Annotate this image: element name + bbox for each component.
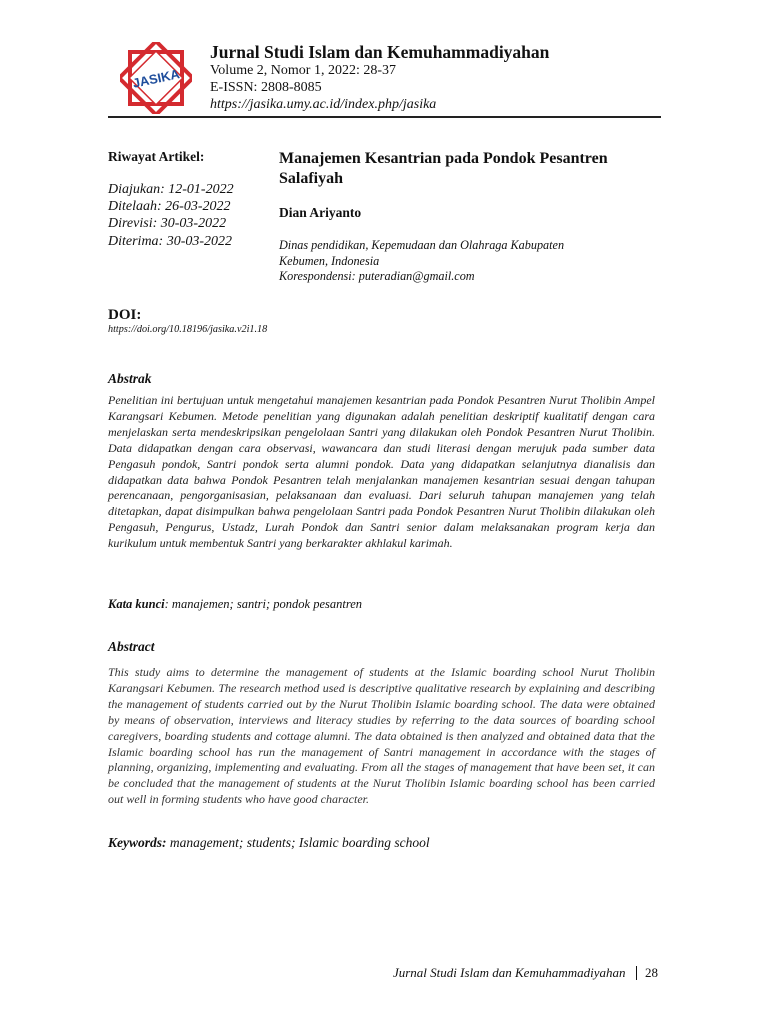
abstrak-heading: Abstrak (108, 371, 152, 386)
header-divider (108, 116, 661, 118)
abstract-heading: Abstract (108, 639, 155, 654)
kata-kunci-label: Kata kunci (108, 597, 165, 611)
article-history (108, 181, 234, 250)
history-accepted: Diterima: 30-03-2022 (108, 233, 233, 249)
journal-title: Jurnal Studi Islam dan Kemuhammadiyahan (210, 42, 550, 62)
author-affiliation (279, 238, 659, 285)
kata-kunci-value: : manajemen; santri; pondok pesantren (164, 597, 363, 611)
article-history-heading: Riwayat Artikel: (108, 149, 205, 164)
correspondence-email: Korespondensi: puteradian@gmail.com (279, 269, 475, 283)
jasika-logo (120, 42, 192, 114)
kata-kunci (108, 597, 362, 612)
history-revised: Direvisi: 30-03-2022 (108, 216, 227, 232)
author-name: Dian Ariyanto (279, 205, 362, 220)
affiliation-line: Dinas pendidikan, Kepemudaan dan Olahraga Kabupaten (279, 238, 565, 252)
article-title: Manajemen Kesantrian pada Pondok Pesantren Salafiyah (279, 150, 608, 187)
footer-journal-name: Jurnal Studi Islam dan Kemuhammadiyahan (392, 965, 626, 980)
logo-text: JASIKA (131, 66, 181, 91)
journal-url[interactable]: https://jasika.umy.ac.id/index.php/jasika (210, 97, 437, 112)
abstract-body: This study aims to determine the management of students at the Islamic boarding school Nurut Tholibin Karangsari Kebumen. The research method used is descriptive qualitative research by explaining and describing the management of students carried out by the Nurut Tholibin Islamic boarding school. The data were obtained by means of observation, interviews and literacy studies by referring to the data sources of boarding school caregivers, boarding students and cottage alumni. The data obtained is then analyzed and obtained data that the Islamic boarding school has run the management of Santri management in accordance with the stages of planning, organizing, implementing and evaluating. From all the stages of management that have been set, it can be concluded that the management of students at the Nurut Tholibin Islamic boarding school has been carried out well in forming students who have good character. (108, 665, 655, 807)
page-number: 28 (645, 965, 658, 980)
doi-link[interactable]: https://doi.org/10.18196/jasika.v2i1.18 (108, 324, 268, 335)
history-reviewed: Ditelaah: 26-03-2022 (108, 199, 231, 215)
journal-volume: Volume 2, Nomor 1, 2022: 28-37 (210, 63, 397, 78)
keywords-value: management; students; Islamic boarding school (166, 835, 430, 850)
footer-separator (636, 966, 638, 980)
keywords-label: Keywords: (108, 835, 167, 850)
history-submitted: Diajukan: 12-01-2022 (108, 182, 234, 197)
abstrak-body: Penelitian ini bertujuan untuk mengetahui manajemen kesantrian pada Pondok Pesantren Nurut Tholibin Ampel Karangsari Kebumen. Metode penelitian yang digunakan adalah penelitian deskriptif kualitatif dengan cara menjelaskan serta mendeskripsikan pengelolaan Santri yang dilakukan oleh Pondok Pesantren Nurut Tholibin. Data didapatkan dengan cara observasi, wawancara dan studi literasi dengan merujuk pada sumber data Pengasuh pondok, Santri pondok serta alumni pondok. Data yang didapatkan selanjutnya dianalisis dan didapatkan data bahwa Pondok Pesantren telah menjalankan manajemen kesantrian sesuai dengan tahupan perencanaan, pengorganisasian, pelaksanaan dan evaluasi. Dari seluruh tahupan manajemen yang telah ditetapkan, dapat disimpulkan bahwa pengelolaan Santri pada Pondok Pesantren Nurut Tholibin dilakukan oleh Pengasuh, Pengurus, Ustadz, Lurah Pondok dan Santri senior dalam melaksanakan program kerja dan kurikulum untuk membentuk Santri yang berkarakter akhlakul karimah. (108, 393, 655, 551)
doi-label: DOI: (108, 307, 142, 323)
keywords (108, 835, 430, 851)
affiliation-line: Kebumen, Indonesia (279, 253, 380, 268)
page-footer (393, 965, 658, 981)
journal-eissn: E-ISSN: 2808-8085 (210, 80, 322, 95)
